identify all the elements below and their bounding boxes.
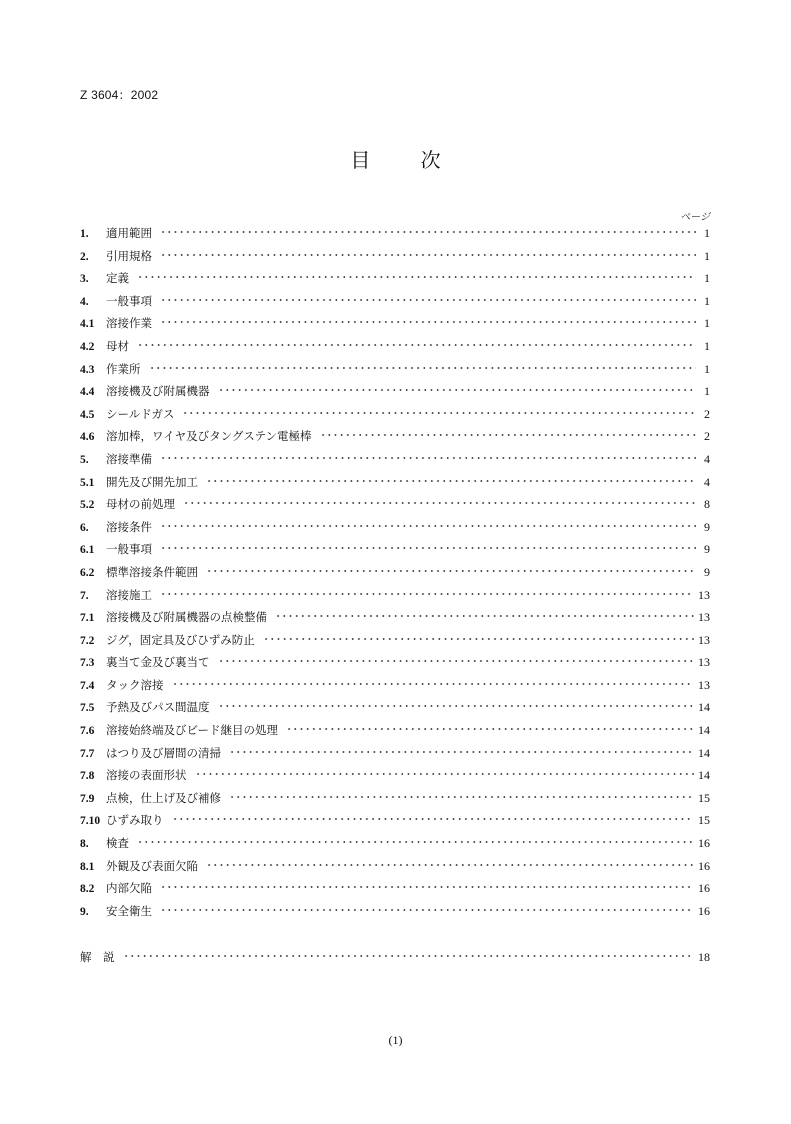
toc-entry[interactable] — [80, 293, 710, 316]
dot-leader — [206, 475, 696, 487]
toc-section-number: 6.2 — [80, 566, 95, 579]
toc-page-number: 1 — [704, 226, 710, 240]
dot-leader — [137, 836, 694, 848]
dot-leader — [218, 655, 695, 667]
dot-leader — [160, 520, 696, 532]
toc-page-number: 14 — [698, 700, 710, 715]
toc-entry-title: 溶接作業 — [106, 316, 152, 331]
dot-leader — [183, 497, 696, 509]
toc-entry[interactable] — [80, 858, 710, 881]
toc-section-number: 4. — [80, 295, 89, 308]
toc-section-number: 4.1 — [80, 318, 95, 331]
toc-page-number: 1 — [704, 293, 710, 308]
toc-page-number: 13 — [698, 587, 710, 602]
toc-section-number: 6. — [80, 521, 89, 534]
toc-entry[interactable] — [80, 270, 710, 293]
toc-page-number: 1 — [704, 271, 710, 286]
toc-section-number: 2. — [80, 250, 89, 263]
dot-leader — [195, 768, 695, 780]
toc-entry[interactable] — [80, 790, 710, 813]
toc-entry-title: 溶加棒，ワイヤ及びタングステン電極棒 — [106, 429, 312, 444]
dot-leader — [137, 271, 696, 283]
toc-section-number: 4.5 — [80, 408, 95, 421]
toc-entry-title: 溶接機及び附属機器の点検整備 — [106, 610, 267, 625]
toc-page-number: 14 — [698, 745, 710, 760]
toc-section-number: 6.1 — [80, 544, 95, 557]
dot-leader — [218, 700, 695, 712]
toc-section-number: 8.2 — [80, 883, 95, 896]
toc-entry[interactable] — [80, 406, 710, 429]
page-number-footer: (1) — [388, 1033, 403, 1047]
toc-entry[interactable] — [80, 315, 710, 338]
toc-page-number: 1 — [704, 248, 710, 263]
toc-entry-title: はつり及び層間の清掃 — [106, 745, 221, 760]
toc-entry-title: 適用範囲 — [106, 226, 152, 240]
toc-section-number: 8.1 — [80, 860, 95, 873]
toc-entry[interactable] — [80, 383, 710, 406]
toc-entry[interactable] — [80, 541, 710, 564]
toc-section-number: 7.9 — [80, 792, 95, 805]
toc-entry[interactable] — [80, 428, 710, 451]
toc-page-number: 2 — [704, 429, 710, 444]
toc-page-number: 13 — [698, 677, 710, 692]
toc-entry-title: 解 説 — [80, 950, 115, 965]
toc-entry-title: 点検，仕上げ及び補修 — [106, 790, 221, 805]
toc-entry-title: シールドガス — [106, 406, 175, 421]
dot-leader — [160, 881, 694, 893]
dot-leader — [206, 565, 696, 577]
dot-leader — [160, 294, 696, 306]
toc-page-number: 15 — [698, 813, 710, 828]
toc-entry-title: 一般事項 — [106, 293, 152, 308]
dot-leader — [149, 362, 697, 374]
toc-entry-title: 安全衛生 — [106, 903, 152, 918]
dot-leader — [172, 813, 695, 825]
toc-entry[interactable] — [80, 361, 710, 384]
toc-entry-title: 溶接施工 — [106, 587, 152, 602]
dot-leader — [137, 339, 696, 351]
toc-page-number: 16 — [698, 881, 710, 896]
dot-leader — [229, 746, 694, 758]
toc-page-number: 9 — [704, 564, 710, 579]
toc-section-number: 5.2 — [80, 499, 95, 512]
toc-entry[interactable] — [80, 745, 710, 768]
toc-page-number: 2 — [704, 406, 710, 421]
toc-section-number: 7.8 — [80, 770, 95, 783]
toc-section-number: 7. — [80, 589, 89, 602]
toc-entry[interactable] — [80, 654, 710, 677]
toc-section-number: 4.3 — [80, 363, 95, 376]
toc-section-number: 4.4 — [80, 386, 95, 399]
toc-section-number: 9. — [80, 905, 89, 918]
toc-entry-title: ひずみ取り — [106, 813, 164, 828]
dot-leader — [160, 226, 696, 238]
toc-entry[interactable] — [80, 699, 710, 722]
toc-section-number: 7.4 — [80, 679, 95, 692]
toc-section-number: 1. — [80, 228, 89, 240]
toc-section-number: 7.7 — [80, 747, 95, 760]
toc-entry[interactable] — [80, 632, 710, 655]
toc-section-number: 7.1 — [80, 612, 95, 625]
toc-entry[interactable] — [80, 496, 710, 519]
dot-leader — [172, 678, 695, 690]
page-title: 目 次 — [350, 148, 463, 172]
dot-leader — [160, 588, 694, 600]
toc-page-number: 9 — [704, 542, 710, 557]
toc-section-number: 7.10 — [80, 815, 101, 828]
dot-leader — [229, 791, 694, 803]
toc-entry[interactable] — [80, 609, 710, 632]
toc-entry-title: 引用規格 — [106, 248, 152, 263]
dot-leader — [160, 249, 696, 261]
dot-leader — [263, 633, 694, 645]
toc-section-number: 4.6 — [80, 431, 95, 444]
toc-page-number: 4 — [704, 474, 710, 489]
toc-section-number: 5. — [80, 453, 89, 466]
toc-section-number: 7.3 — [80, 657, 95, 670]
toc-page-number: 1 — [704, 384, 710, 399]
toc-entry-title: 外観及び表面欠陥 — [106, 858, 198, 873]
toc-entry-title: 母材 — [106, 338, 129, 353]
standard-code: Z 3604：2002 — [80, 88, 159, 102]
toc-entry-title: 検査 — [106, 836, 129, 851]
toc-entry[interactable] — [80, 248, 710, 271]
toc-section-number: 7.6 — [80, 725, 95, 738]
toc-section-number: 4.2 — [80, 340, 95, 353]
toc-entry-title: 溶接条件 — [106, 519, 152, 534]
toc-entry[interactable] — [80, 880, 710, 903]
toc-entry[interactable] — [80, 903, 710, 926]
toc-page-number: 13 — [698, 632, 710, 647]
toc-page-number: 15 — [698, 790, 710, 805]
dot-leader — [286, 723, 694, 735]
toc-entry[interactable] — [80, 474, 710, 497]
toc-page-number: 1 — [704, 361, 710, 376]
toc-page-number: 14 — [698, 723, 710, 738]
toc-entry-title: 作業所 — [106, 361, 141, 376]
toc-section-number: 7.2 — [80, 634, 95, 647]
dot-leader — [160, 904, 694, 916]
toc-entry[interactable] — [80, 677, 710, 700]
dot-leader — [123, 950, 695, 962]
toc-page-number: 16 — [698, 858, 710, 873]
toc-entry-title: 開先及び開先加工 — [106, 474, 198, 489]
toc-page-number: 14 — [698, 768, 710, 783]
toc-section-number: 8. — [80, 838, 89, 851]
toc-page-number: 1 — [704, 338, 710, 353]
toc-page-number: 13 — [698, 610, 710, 625]
dot-leader — [275, 610, 694, 622]
dot-leader — [160, 542, 696, 554]
toc-entry-title: 裏当て金及び裏当て — [106, 655, 210, 670]
toc-entry[interactable] — [80, 451, 710, 474]
toc-entry-title: 溶接機及び附属機器 — [106, 384, 210, 399]
toc-entry-title: 溶接の表面形状 — [106, 768, 187, 783]
toc-page-number: 13 — [698, 655, 710, 670]
toc-entry-title: 内部欠陥 — [106, 881, 152, 896]
toc-entry-title: 母材の前処理 — [106, 497, 175, 512]
toc-page-number: 16 — [698, 836, 710, 851]
toc-entry[interactable] — [80, 949, 710, 972]
toc-entry[interactable] — [80, 225, 710, 248]
toc-entry-title: タック溶接 — [106, 677, 164, 692]
toc-entry-title: 標準溶接条件範囲 — [106, 564, 198, 579]
toc-entry[interactable] — [80, 587, 710, 610]
dot-leader — [320, 429, 696, 441]
toc-page-number: 8 — [704, 497, 710, 512]
toc-page-number: 4 — [704, 451, 710, 466]
dot-leader — [218, 384, 697, 396]
table-of-contents — [80, 225, 710, 972]
toc-entry-title: 定義 — [106, 271, 129, 286]
toc-page-number: 18 — [698, 950, 710, 965]
toc-entry[interactable] — [80, 338, 710, 361]
toc-page-number: 9 — [704, 519, 710, 534]
toc-entry-title: ジグ，固定具及びひずみ防止 — [106, 632, 255, 647]
toc-entry[interactable] — [80, 812, 710, 835]
toc-entry[interactable] — [80, 519, 710, 542]
toc-entry-title: 予熱及びパス間温度 — [106, 700, 210, 715]
toc-entry[interactable] — [80, 835, 710, 858]
toc-page-number: 1 — [704, 316, 710, 331]
toc-entry-title: 一般事項 — [106, 542, 152, 557]
dot-leader — [182, 407, 696, 419]
page-column-label: ページ — [680, 212, 710, 223]
toc-entry[interactable] — [80, 564, 710, 587]
toc-entry[interactable] — [80, 767, 710, 790]
toc-section-number: 5.1 — [80, 476, 95, 489]
toc-section-number: 7.5 — [80, 702, 95, 715]
toc-entry[interactable] — [80, 722, 710, 745]
dot-leader — [160, 452, 696, 464]
toc-entry-title: 溶接準備 — [106, 451, 152, 466]
dot-leader — [206, 859, 694, 871]
toc-entry-title: 溶接始終端及びビード継目の処理 — [106, 723, 279, 738]
toc-section-number: 3. — [80, 273, 89, 286]
toc-page-number: 16 — [698, 903, 710, 918]
dot-leader — [160, 316, 696, 328]
